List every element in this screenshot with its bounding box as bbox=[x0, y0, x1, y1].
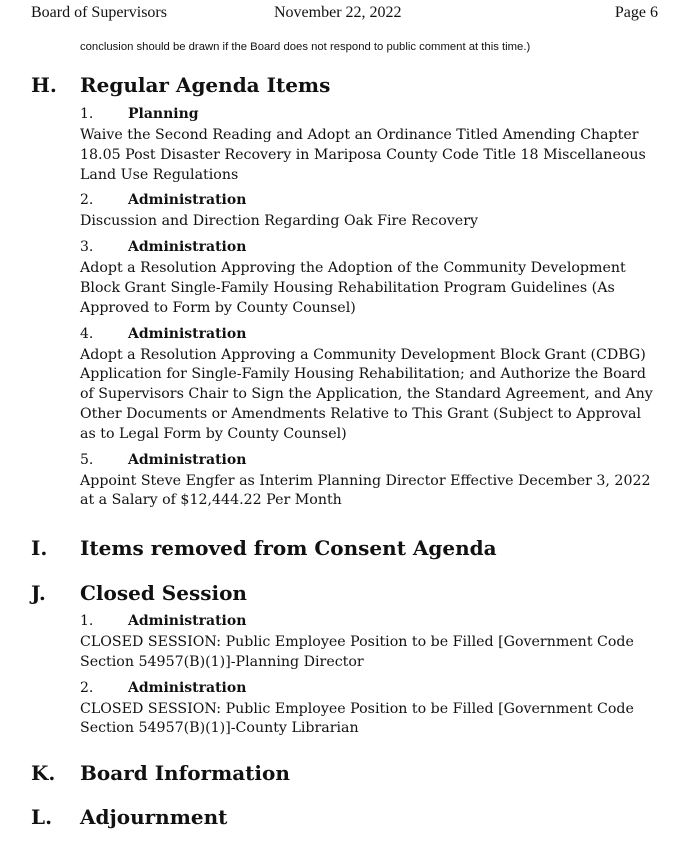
agenda-item bbox=[80, 449, 655, 512]
section-j-items bbox=[80, 610, 655, 743]
section-title: Items removed from Consent Agenda bbox=[80, 536, 497, 560]
section-title: Adjournment bbox=[80, 805, 228, 829]
item-department: Administration bbox=[128, 451, 247, 468]
section-letter: K. bbox=[31, 761, 56, 785]
section-title: Regular Agenda Items bbox=[80, 73, 331, 97]
item-number: 1. bbox=[80, 106, 94, 122]
section-letter: I. bbox=[31, 536, 48, 560]
item-number: 2. bbox=[80, 192, 94, 209]
continuation-text: conclusion should be drawn if the Board does not respond to public comment at this time.) bbox=[80, 41, 531, 53]
item-description: Appoint Steve Engfer as Interim Planning Director Effective December 3, 2022 at a Salary of $12,444.22 Per Month bbox=[80, 472, 651, 509]
item-number: 3. bbox=[80, 239, 94, 256]
header-page-number: Page 6 bbox=[614, 4, 658, 21]
item-number: 4. bbox=[80, 325, 94, 342]
agenda-item bbox=[80, 323, 655, 445]
item-number: 1. bbox=[80, 613, 94, 629]
section-title: Board Information bbox=[80, 761, 290, 785]
section-letter: L. bbox=[31, 805, 53, 829]
item-department: Administration bbox=[128, 613, 247, 629]
agenda-item bbox=[80, 610, 655, 673]
item-department: Administration bbox=[128, 679, 247, 696]
item-description: Adopt a Resolution Approving a Community Development Block Grant (CDBG) Application for Single-Family Housing Rehabilitation; and Authorize the Board of Supervisors Chair to Sign the Application, the Standard Agreement, and Any Other Documents or Amendments Relative to This Grant (Subject to Approval as to Legal Form by County Counsel) bbox=[80, 346, 653, 442]
item-description: Waive the Second Reading and Adopt an Ordinance Titled Amending Chapter 18.05 Post Disaster Recovery in Mariposa County Code Title 18 Miscellaneous Land Use Regulations bbox=[80, 127, 646, 183]
item-department: Planning bbox=[128, 106, 199, 122]
agenda-item bbox=[80, 103, 655, 185]
section-title: Closed Session bbox=[80, 581, 247, 605]
item-department: Administration bbox=[128, 192, 247, 209]
item-number: 2. bbox=[80, 679, 94, 696]
item-description: CLOSED SESSION: Public Employee Position to be Filled [Government Code Section 54957(B)(1)]-County Librarian bbox=[80, 700, 634, 737]
item-description: Adopt a Resolution Approving the Adoption of the Community Development Block Grant Single-Family Housing Rehabilitation Program Guidelines (As Approved to Form by County Counsel) bbox=[80, 260, 626, 316]
item-department: Administration bbox=[128, 239, 247, 256]
section-letter: H. bbox=[31, 73, 57, 97]
header-date: November 22, 2022 bbox=[274, 4, 402, 21]
item-department: Administration bbox=[128, 325, 247, 342]
header-board: Board of Supervisors bbox=[31, 4, 167, 21]
item-number: 5. bbox=[80, 451, 94, 468]
item-description: CLOSED SESSION: Public Employee Position to be Filled [Government Code Section 54957(B)(1)]-Planning Director bbox=[80, 634, 634, 670]
agenda-item bbox=[80, 189, 655, 232]
agenda-item bbox=[80, 677, 655, 740]
section-letter: J. bbox=[31, 581, 46, 605]
section-h-items bbox=[80, 103, 655, 515]
item-description: Discussion and Direction Regarding Oak Fire Recovery bbox=[80, 213, 479, 230]
page-header bbox=[31, 4, 658, 24]
agenda-item bbox=[80, 236, 655, 318]
